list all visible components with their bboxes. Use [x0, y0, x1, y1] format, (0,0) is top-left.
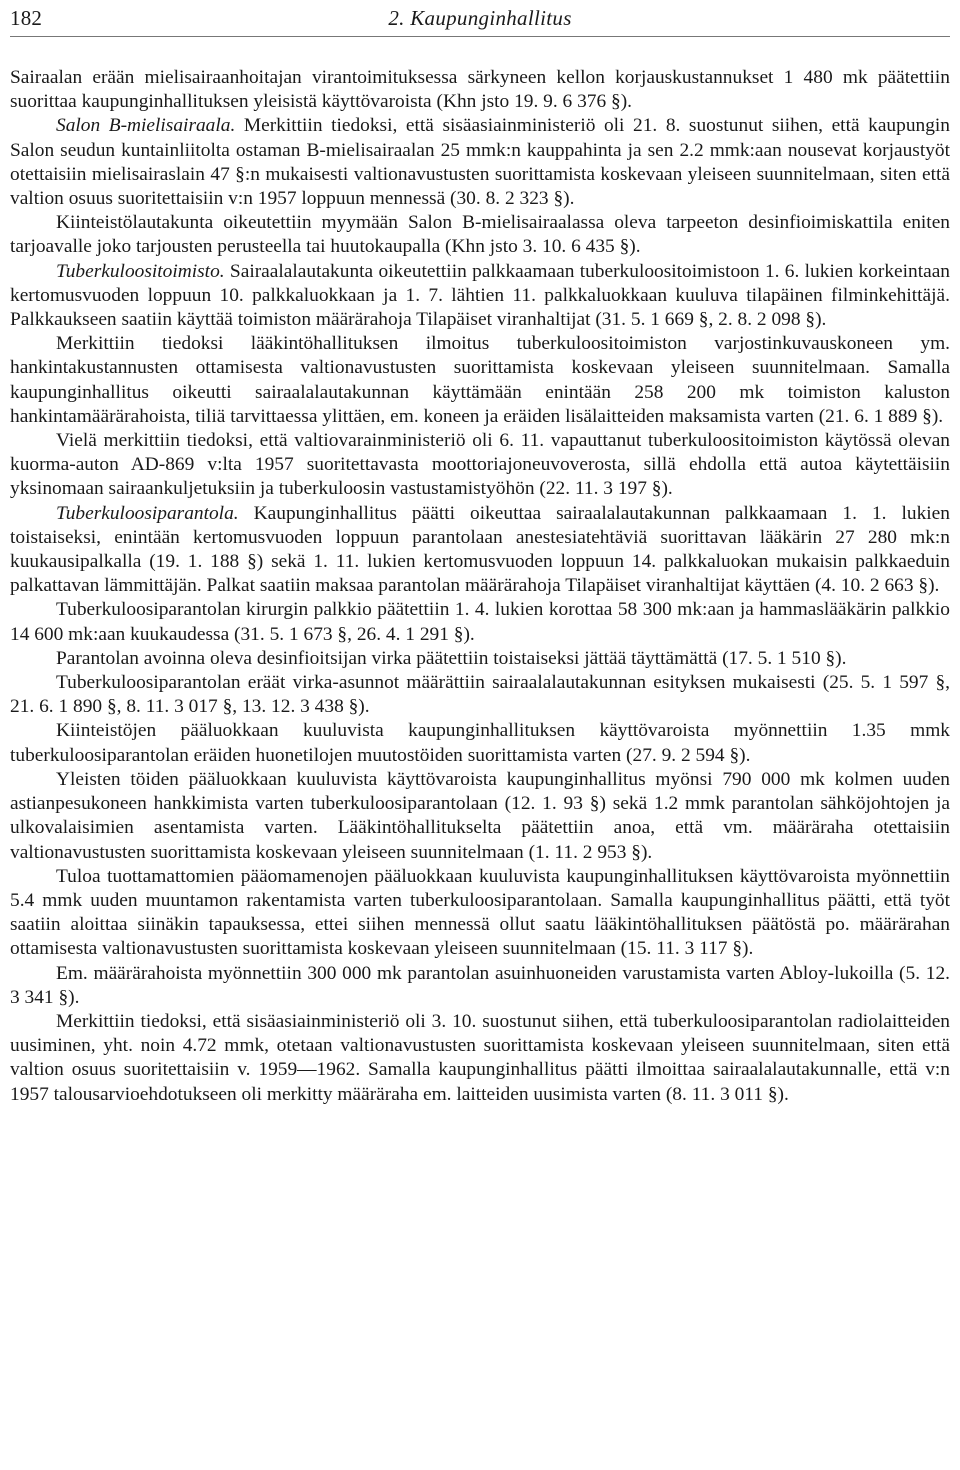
section-paragraph-tuberkuloositoimisto: Tuberkuloositoimisto. Sairaalalautakunta oikeutettiin palkkaamaan tuberkuloositoimistoon 1. 6. lukien korkeintaan kertomusvuoden loppuun 10. palkkaluokkaan ja 1. 7. lähtien 11. palkkaluokkaan kuuluva tilapäinen filminkehittäjä. Palkkaukseen saatiin käyttää toimiston määrärahoja Tilapäiset viranhaltijat (31. 5. 1 669 §, 2. 8. 2 098 §).	[10, 260, 950, 331]
paragraph: Vielä merkittiin tiedoksi, että valtiovarainministeriö oli 6. 11. vapauttanut tuberkuloositoimiston käytössä olevan kuorma-auton AD-869 v:lta 1957 suoritettavasta moottoriajoneuvoverosta, sillä ehdolla että autoa käytettäisiin yksinomaan sairaankuljetuksiin ja tuberkuloosin vastustamistyöhön (22. 11. 3 197 §).	[10, 430, 950, 500]
paragraph: Kiinteistölautakunta oikeutettiin myymään Salon B-mielisairaalassa oleva tarpeeton desinfioimiskattila eniten tarjoavalle joko tarjousten perusteella tai huutokaupalla (Khn jsto 3. 10. 6 435 §).	[10, 212, 950, 258]
paragraph: Sairaalan erään mielisairaanhoitajan virantoimituksessa särkyneen kellon korjauskustannukset 1 480 mk päätettiin suorittaa kaupunginhallituksen yleisistä käyttövaroista (Khn jsto 19. 9. 6 376 §).	[10, 67, 950, 113]
page-header	[0, 0, 960, 40]
paragraph: Tuloa tuottamattomien pääomamenojen pääluokkaan kuuluvista kaupunginhallituksen käyttövaroista myönnettiin 5.4 mmk uuden muuntamon rakentamista varten tuberkuloosiparantolaan. Samalla kaupunginhallitus päätti, että työt saatiin aloittaa siinäkin tapauksessa, ettei siihen mennessä ollut saatu lääkintöhallituksen päätöstä po. määrärahan ottamisesta valtionavustusten suorittamista koskevaan yleiseen suunnitelmaan (15. 11. 3 117 §).	[10, 865, 950, 960]
section-paragraph-tuberkuloosiparantola: Tuberkuloosiparantola. Kaupunginhallitus päätti oikeuttaa sairaalalautakunnan palkkaamaan 1. 1. lukien toistaiseksi, enintään kertomusvuoden loppuun parantolaan anestesiatehtäviä suorittavan lääkärin 27 280 mk:n kuukausipalkalla (19. 1. 188 §) sekä 1. 11. lukien kertomusvuoden loppuun 14. palkkaluokan mukaisin palkkaeduin palkattavan lämmittäjän. Palkat saatiin maksaa parantolan määrärahoja Tilapäiset viranhaltijat käyttäen (4. 10. 2 663 §).	[10, 502, 950, 597]
paragraph: Merkittiin tiedoksi lääkintöhallituksen ilmoitus tuberkuloositoimiston varjostinkuvauskoneen ym. hankintakustannusten ottamisesta valtionavustusten suorittamista koskevaan yleiseen suunnitelmaan. Samalla kaupunginhallitus oikeutti sairaalalautakunnan käyttämään enintään 258 200 mk toimiston kaluston hankintamäärärahoista, tiliä tarvittaessa ylittäen, em. koneen ja eräiden lisälaitteiden maksamista varten (21. 6. 1 889 §).	[10, 333, 950, 427]
section-heading: Salon B-mielisairaala.	[56, 115, 236, 137]
paragraph: Merkittiin tiedoksi, että sisäasiainministeriö oli 3. 10. suostunut siihen, että tuberkuloosiparantolan radiolaitteiden uusiminen, yht. noin 4.72 mmk, otetaan valtionavustusten suorittamista koskevaan yleiseen suunnitelmaan, siten että valtion osuus suoritettaisiin v. 1959—1962. Samalla kaupunginhallitus päätti ilmoittaa sairaalalautakunnalle, että v:n 1957 talousarvioehdotukseen oli merkitty määräraha em. laitteiden uusimista varten (8. 11. 3 011 §).	[10, 1010, 950, 1105]
page-number: 182	[10, 6, 43, 30]
section-paragraph-salon: Salon B-mielisairaala. Merkittiin tiedoksi, että sisäasiainministeriö oli 21. 8. suostunut siihen, että kaupungin Salon seudun kuntainliitolta ostaman B-mielisairaalan 25 mmk:n kauppahinta ja sen 2.2 mmk:aan nousevat korjaustyöt otettaisiin mielisairaslain 47 §:n mukaisesti valtionavustusten suorittamista koskevaan yleiseen suunnitelmaan, siten että valtion osuus suoritettaisiin v:n 1957 loppuun mennessä (30. 8. 2 323 §).	[10, 115, 950, 210]
paragraph: Em. määrärahoista myönnettiin 300 000 mk parantolan asuinhuoneiden varustamista varten Abloy-lukoilla (5. 12. 3 341 §).	[10, 962, 950, 1008]
paragraph: Kiinteistöjen pääluokkaan kuuluvista kaupunginhallituksen käyttövaroista myönnettiin 1.35 mmk tuberkuloosiparantolan eräiden huonetilojen muutostöiden suorittamista varten (27. 9. 2 594 §).	[10, 720, 950, 766]
section-heading: Tuberkuloositoimisto.	[56, 260, 225, 282]
paragraph: Tuberkuloosiparantolan eräät virka-asunnot määrättiin sairaalalautakunnan esityksen mukaisesti (25. 5. 1 597 §, 21. 6. 1 890 §, 8. 11. 3 017 §, 13. 12. 3 438 §).	[10, 672, 950, 718]
body-text	[10, 66, 950, 1107]
header-divider	[10, 36, 950, 37]
section-heading: Tuberkuloosiparantola.	[56, 502, 239, 524]
running-title: 2. Kaupunginhallitus	[388, 6, 572, 30]
paragraph: Yleisten töiden pääluokkaan kuuluvista käyttövaroista kaupunginhallitus myönsi 790 000 mk kolmen uuden astianpesukoneen hankkimista varten tuberkuloosiparantolaan (12. 1. 93 §) sekä 1.2 mmk parantolan sähköjohtojen ja ulkovalaisimien asentamista varten. Lääkintöhallitukselta päätettiin anoa, että vm. määräraha otettaisiin valtionavustusten suorittamista koskevaan yleiseen suunnitelmaan (1. 11. 2 953 §).	[10, 768, 950, 863]
paragraph: Parantolan avoinna oleva desinfioitsijan virka päätettiin toistaiseksi jättää täyttämättä (17. 5. 1 510 §).	[56, 647, 847, 669]
paragraph: Tuberkuloosiparantolan kirurgin palkkio päätettiin 1. 4. lukien korottaa 58 300 mk:aan ja hammaslääkärin palkkio 14 600 mk:aan kuukaudessa (31. 5. 1 673 §, 26. 4. 1 291 §).	[10, 599, 950, 645]
